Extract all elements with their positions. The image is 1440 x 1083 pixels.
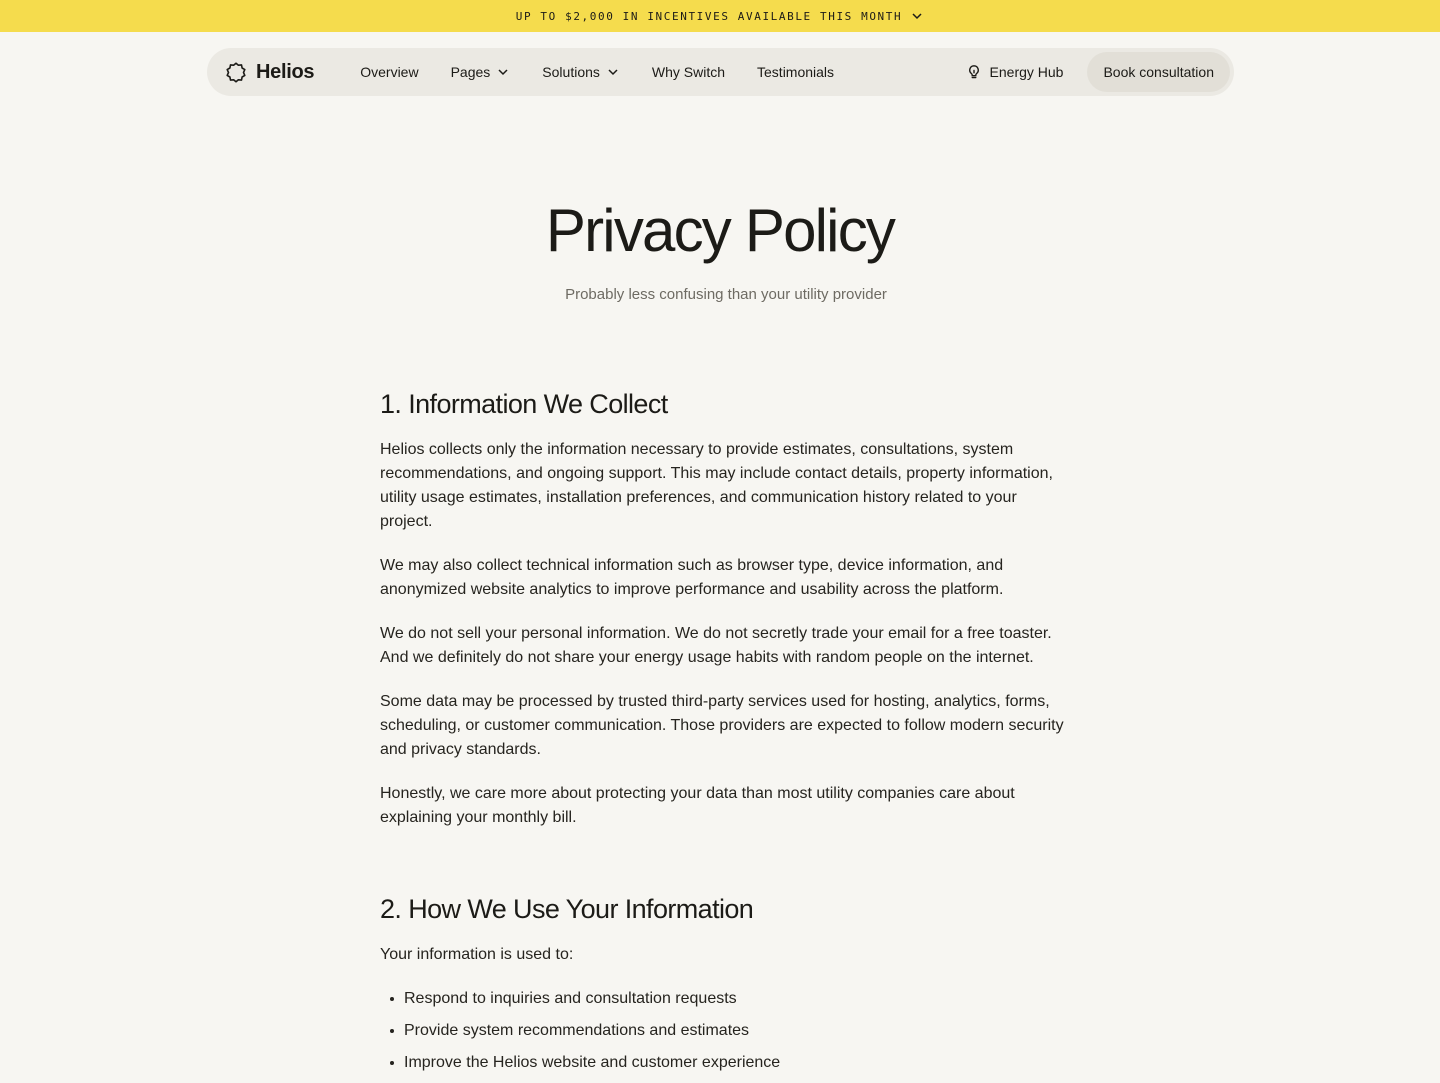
paragraph: Your information is used to: [380,946,574,963]
promo-text: UP TO $2,000 IN INCENTIVES AVAILABLE THIS MONTH [515,9,903,23]
paragraph: We may also collect technical information such as browser type, device information, and anonymized website analytics to improve performance and usability across the platform. [380,557,1004,598]
page-title: Privacy Policy [545,197,895,264]
nav-links [344,64,850,80]
nav-pages-dropdown[interactable] [435,64,527,80]
list-item: Respond to inquiries and consultation requests [380,987,1070,1011]
sun-badge-icon [225,61,247,83]
paragraph: We do not sell your personal information. We do not secretly trade your email for a free toaster. And we definitely do not share your energy usage habits with random people on the internet. [380,625,1052,666]
nav-pages-label: Pages [450,64,491,80]
chevron-down-icon [496,65,510,79]
energy-hub-link[interactable] [948,64,1082,80]
main-navigation [207,48,1234,96]
book-consultation-button[interactable] [1087,52,1230,92]
nav-solutions-label: Solutions [542,64,600,80]
chevron-down-icon [606,65,620,79]
nav-why-switch[interactable] [636,64,741,80]
section-how-we-use [380,892,1070,1075]
section-heading: 1. Information We Collect [380,389,668,419]
nav-overview-label: Overview [360,64,419,80]
list-item: Improve the Helios website and customer experience [380,1051,1070,1075]
logo-text: Helios [256,60,315,83]
paragraph: Some data may be processed by trusted third-party services used for hosting, analytics, forms, scheduling, or customer communication. Those providers are expected to follow modern security and privacy standards. [380,693,1064,758]
section-information-we-collect [380,387,1070,830]
nav-actions [948,52,1230,92]
nav-overview[interactable] [344,64,434,80]
nav-solutions-dropdown[interactable] [526,64,636,80]
book-consultation-label: Book consultation [1103,64,1214,80]
policy-content [380,387,1070,1083]
nav-why-switch-label: Why Switch [651,64,726,80]
usage-list [380,987,1070,1075]
paragraph: Honestly, we care more about protecting your data than most utility companies care about explaining your monthly bill. [380,785,1015,826]
lightbulb-icon [966,64,982,80]
logo[interactable] [225,61,314,84]
nav-testimonials[interactable] [741,64,850,80]
paragraph: Helios collects only the information necessary to provide estimates, consultations, system recommendations, and ongoing support. This may include contact details, property information, utility usage estimates, installation preferences, and communication history related to your project. [380,441,1053,530]
nav-testimonials-label: Testimonials [757,64,835,80]
page-subtitle: Probably less confusing than your utility provider [565,286,887,303]
list-item: Provide system recommendations and estimates [380,1019,1070,1043]
energy-hub-label: Energy Hub [989,64,1064,80]
section-heading: 2. How We Use Your Information [380,894,754,924]
chevron-down-icon [910,9,924,23]
promo-banner[interactable] [0,0,1440,32]
